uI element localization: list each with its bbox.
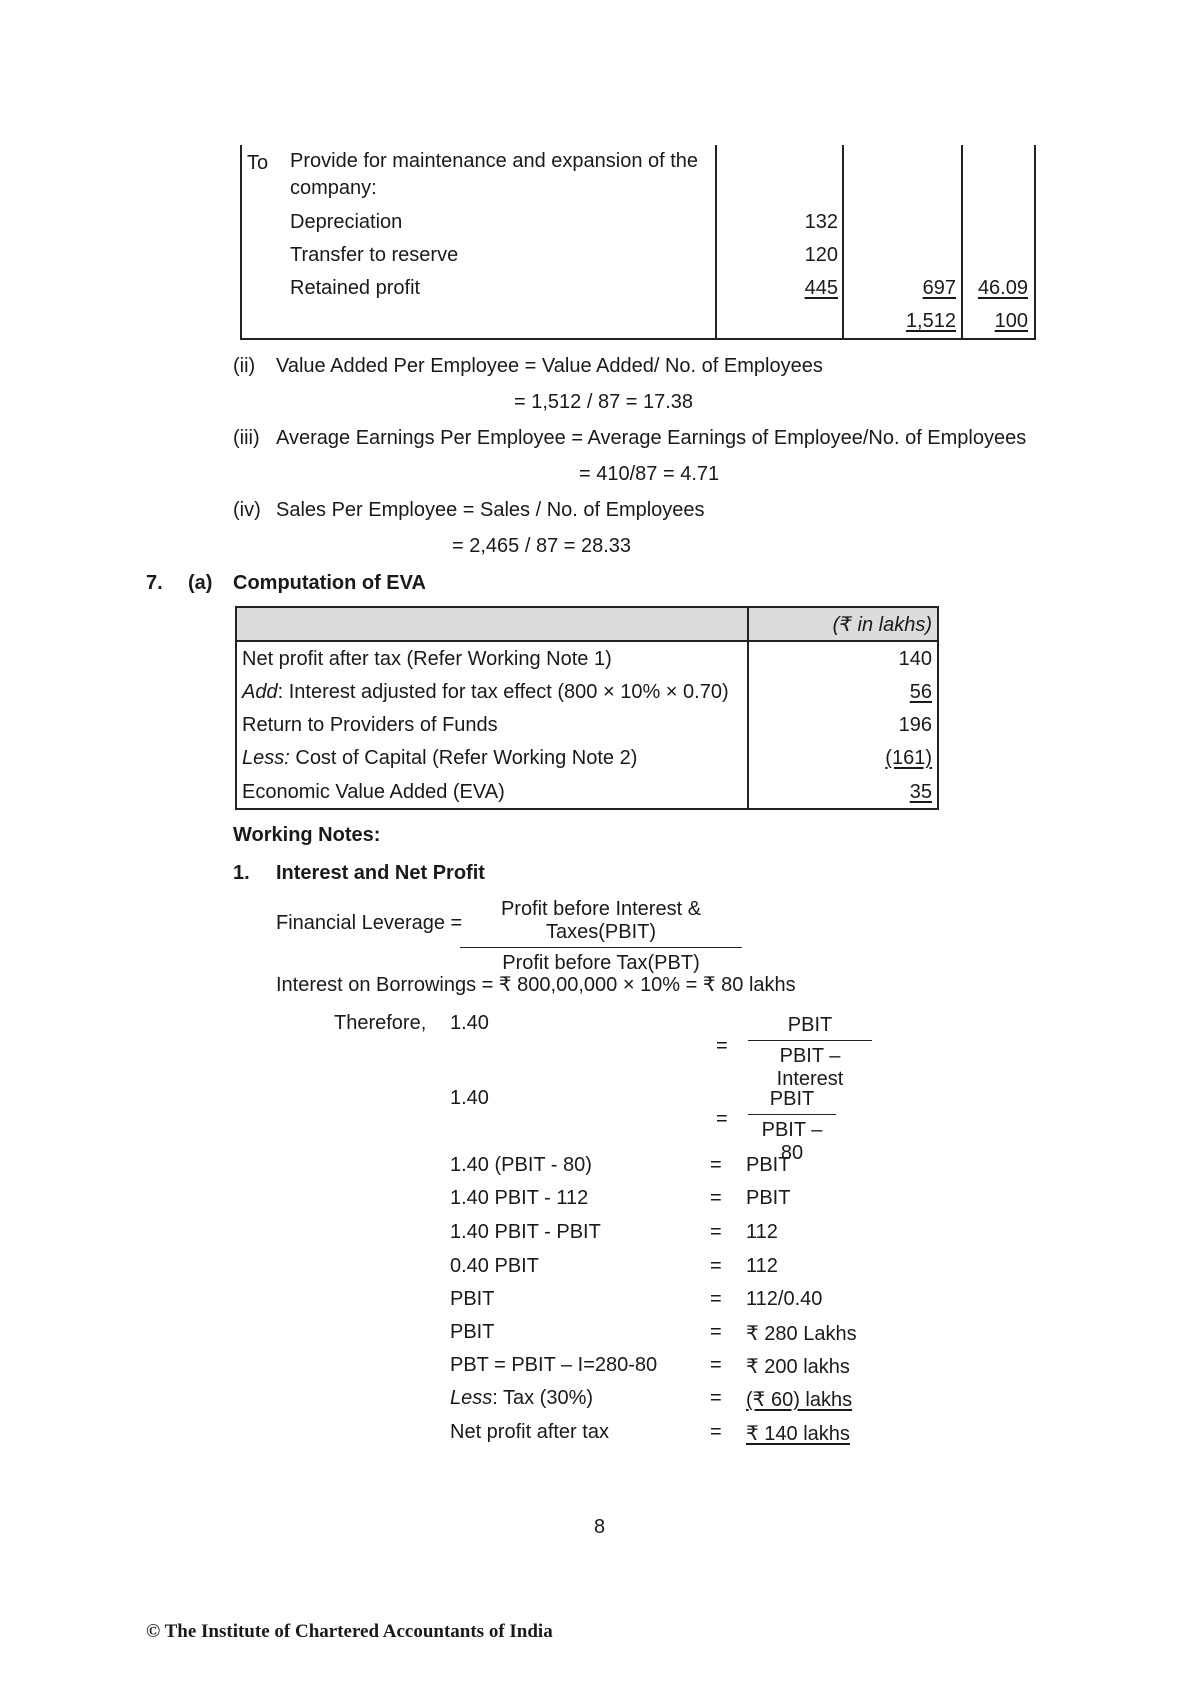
to-label: To — [247, 152, 269, 174]
step-sign: = — [710, 1321, 722, 1343]
step-sign: = — [710, 1154, 722, 1176]
ratio-calculation: = 1,512 / 87 = 17.38 — [514, 391, 694, 413]
step-rhs: 112 — [746, 1221, 778, 1243]
step-sign: = — [710, 1187, 722, 1209]
step-sign: = — [710, 1288, 722, 1310]
step-sign: = — [710, 1255, 722, 1277]
ratio-formula: Sales Per Employee = Sales / No. of Employees — [276, 499, 705, 521]
leverage-fraction — [460, 898, 742, 975]
step-sign: = — [710, 1387, 722, 1409]
step-rhs: ₹ 140 lakhs — [746, 1423, 850, 1445]
row-label-depreciation: Depreciation — [290, 211, 403, 233]
step-rhs: ₹ 280 Lakhs — [746, 1323, 857, 1345]
less-prefix: Less — [450, 1387, 493, 1409]
equation-sign: = — [716, 1035, 728, 1057]
working-notes-title: Working Notes: — [233, 824, 381, 846]
row-amount-retained-profit: 445 — [804, 277, 838, 299]
section-number: 7. — [146, 572, 163, 594]
ratio-calculation: = 2,465 / 87 = 28.33 — [452, 535, 632, 557]
step-rhs: ₹ 200 lakhs — [746, 1356, 850, 1378]
equation-lhs: 1.40 — [450, 1087, 489, 1109]
step-lhs: PBT = PBIT – I=280-80 — [450, 1354, 658, 1376]
table-heading-line1: Provide for maintenance and expansion of the — [290, 150, 699, 172]
equation-sign: = — [716, 1108, 728, 1130]
less-prefix: Less: — [242, 747, 290, 769]
eva-row-label: Economic Value Added (EVA) — [242, 781, 505, 803]
ratio-number: (ii) — [233, 355, 256, 377]
therefore-label: Therefore, — [334, 1012, 427, 1034]
ratio-formula: Value Added Per Employee = Value Added/ No. of Employees — [276, 355, 823, 377]
step-lhs: PBIT — [450, 1321, 495, 1343]
step-sign: = — [710, 1421, 722, 1443]
eva-row-value: 140 — [898, 648, 932, 670]
step-lhs: Net profit after tax — [450, 1421, 609, 1443]
page-number: 8 — [594, 1516, 606, 1538]
ratio-calculation: = 410/87 = 4.71 — [579, 463, 720, 485]
eva-row-value: 56 — [909, 681, 932, 703]
table-total: 1,512 — [905, 310, 956, 332]
step-lhs: 0.40 PBIT — [450, 1255, 539, 1277]
step-rhs: PBIT — [746, 1187, 791, 1209]
step-sign: = — [710, 1354, 722, 1376]
ratio-formula: Average Earnings Per Employee = Average Earnings of Employee/No. of Employees — [276, 427, 1027, 449]
section-title: Computation of EVA — [233, 572, 426, 594]
ratio-number: (iii) — [233, 427, 260, 449]
table-heading-line2: company: — [290, 177, 377, 199]
step-lhs: Less: Tax (30%) — [450, 1387, 594, 1409]
row-subtotal: 697 — [922, 277, 956, 299]
ratio-number: (iv) — [233, 499, 261, 521]
eva-row-label: Net profit after tax (Refer Working Note 1) — [242, 648, 612, 670]
equation-fraction: PBIT PBIT – 80 — [748, 1088, 836, 1165]
step-rhs: (₹ 60) lakhs — [746, 1389, 853, 1411]
eva-row-value: 196 — [898, 714, 932, 736]
section-part: (a) — [188, 572, 213, 594]
eva-row-label: Return to Providers of Funds — [242, 714, 498, 736]
row-amount-depreciation: 132 — [804, 211, 838, 233]
equation-fraction: PBIT PBIT – Interest — [748, 1014, 872, 1091]
eva-unit-header: (₹ in lakhs) — [832, 614, 932, 636]
note-title: Interest and Net Profit — [276, 862, 485, 884]
table-total-percent: 100 — [994, 310, 1028, 332]
eva-row-label: Add: Interest adjusted for tax effect (800 × 10% × 0.70) — [242, 681, 729, 703]
leverage-numerator: Profit before Interest & Taxes(PBIT) — [500, 898, 702, 943]
row-amount-transfer-reserve: 120 — [804, 244, 838, 266]
add-prefix: Add — [242, 681, 278, 703]
step-rhs: 112 — [746, 1255, 778, 1277]
step-lhs: PBIT — [450, 1288, 495, 1310]
row-label-transfer-reserve: Transfer to reserve — [290, 244, 459, 266]
note-number: 1. — [233, 862, 250, 884]
step-rhs: PBIT — [746, 1154, 791, 1176]
eva-row-value: 35 — [909, 781, 932, 803]
step-rhs: 112/0.40 — [746, 1288, 823, 1310]
step-sign: = — [710, 1221, 722, 1243]
footer-copyright: © The Institute of Chartered Accountants of India — [146, 1621, 553, 1642]
row-label-retained-profit: Retained profit — [290, 277, 421, 299]
interest-line: Interest on Borrowings = ₹ 800,00,000 × 10% = ₹ 80 lakhs — [276, 974, 796, 996]
leverage-denominator: Profit before Tax(PBT) — [502, 952, 700, 974]
leverage-label: Financial Leverage = — [276, 912, 463, 934]
row-percent: 46.09 — [977, 277, 1028, 299]
step-lhs: 1.40 PBIT - 112 — [450, 1187, 589, 1209]
eva-row-label: Less: Cost of Capital (Refer Working Note 2) — [242, 747, 638, 769]
step-lhs: 1.40 PBIT - PBIT — [450, 1221, 601, 1243]
eva-row-value: (161) — [885, 747, 932, 769]
equation-lhs: 1.40 — [450, 1012, 489, 1034]
step-lhs: 1.40 (PBIT - 80) — [450, 1154, 592, 1176]
